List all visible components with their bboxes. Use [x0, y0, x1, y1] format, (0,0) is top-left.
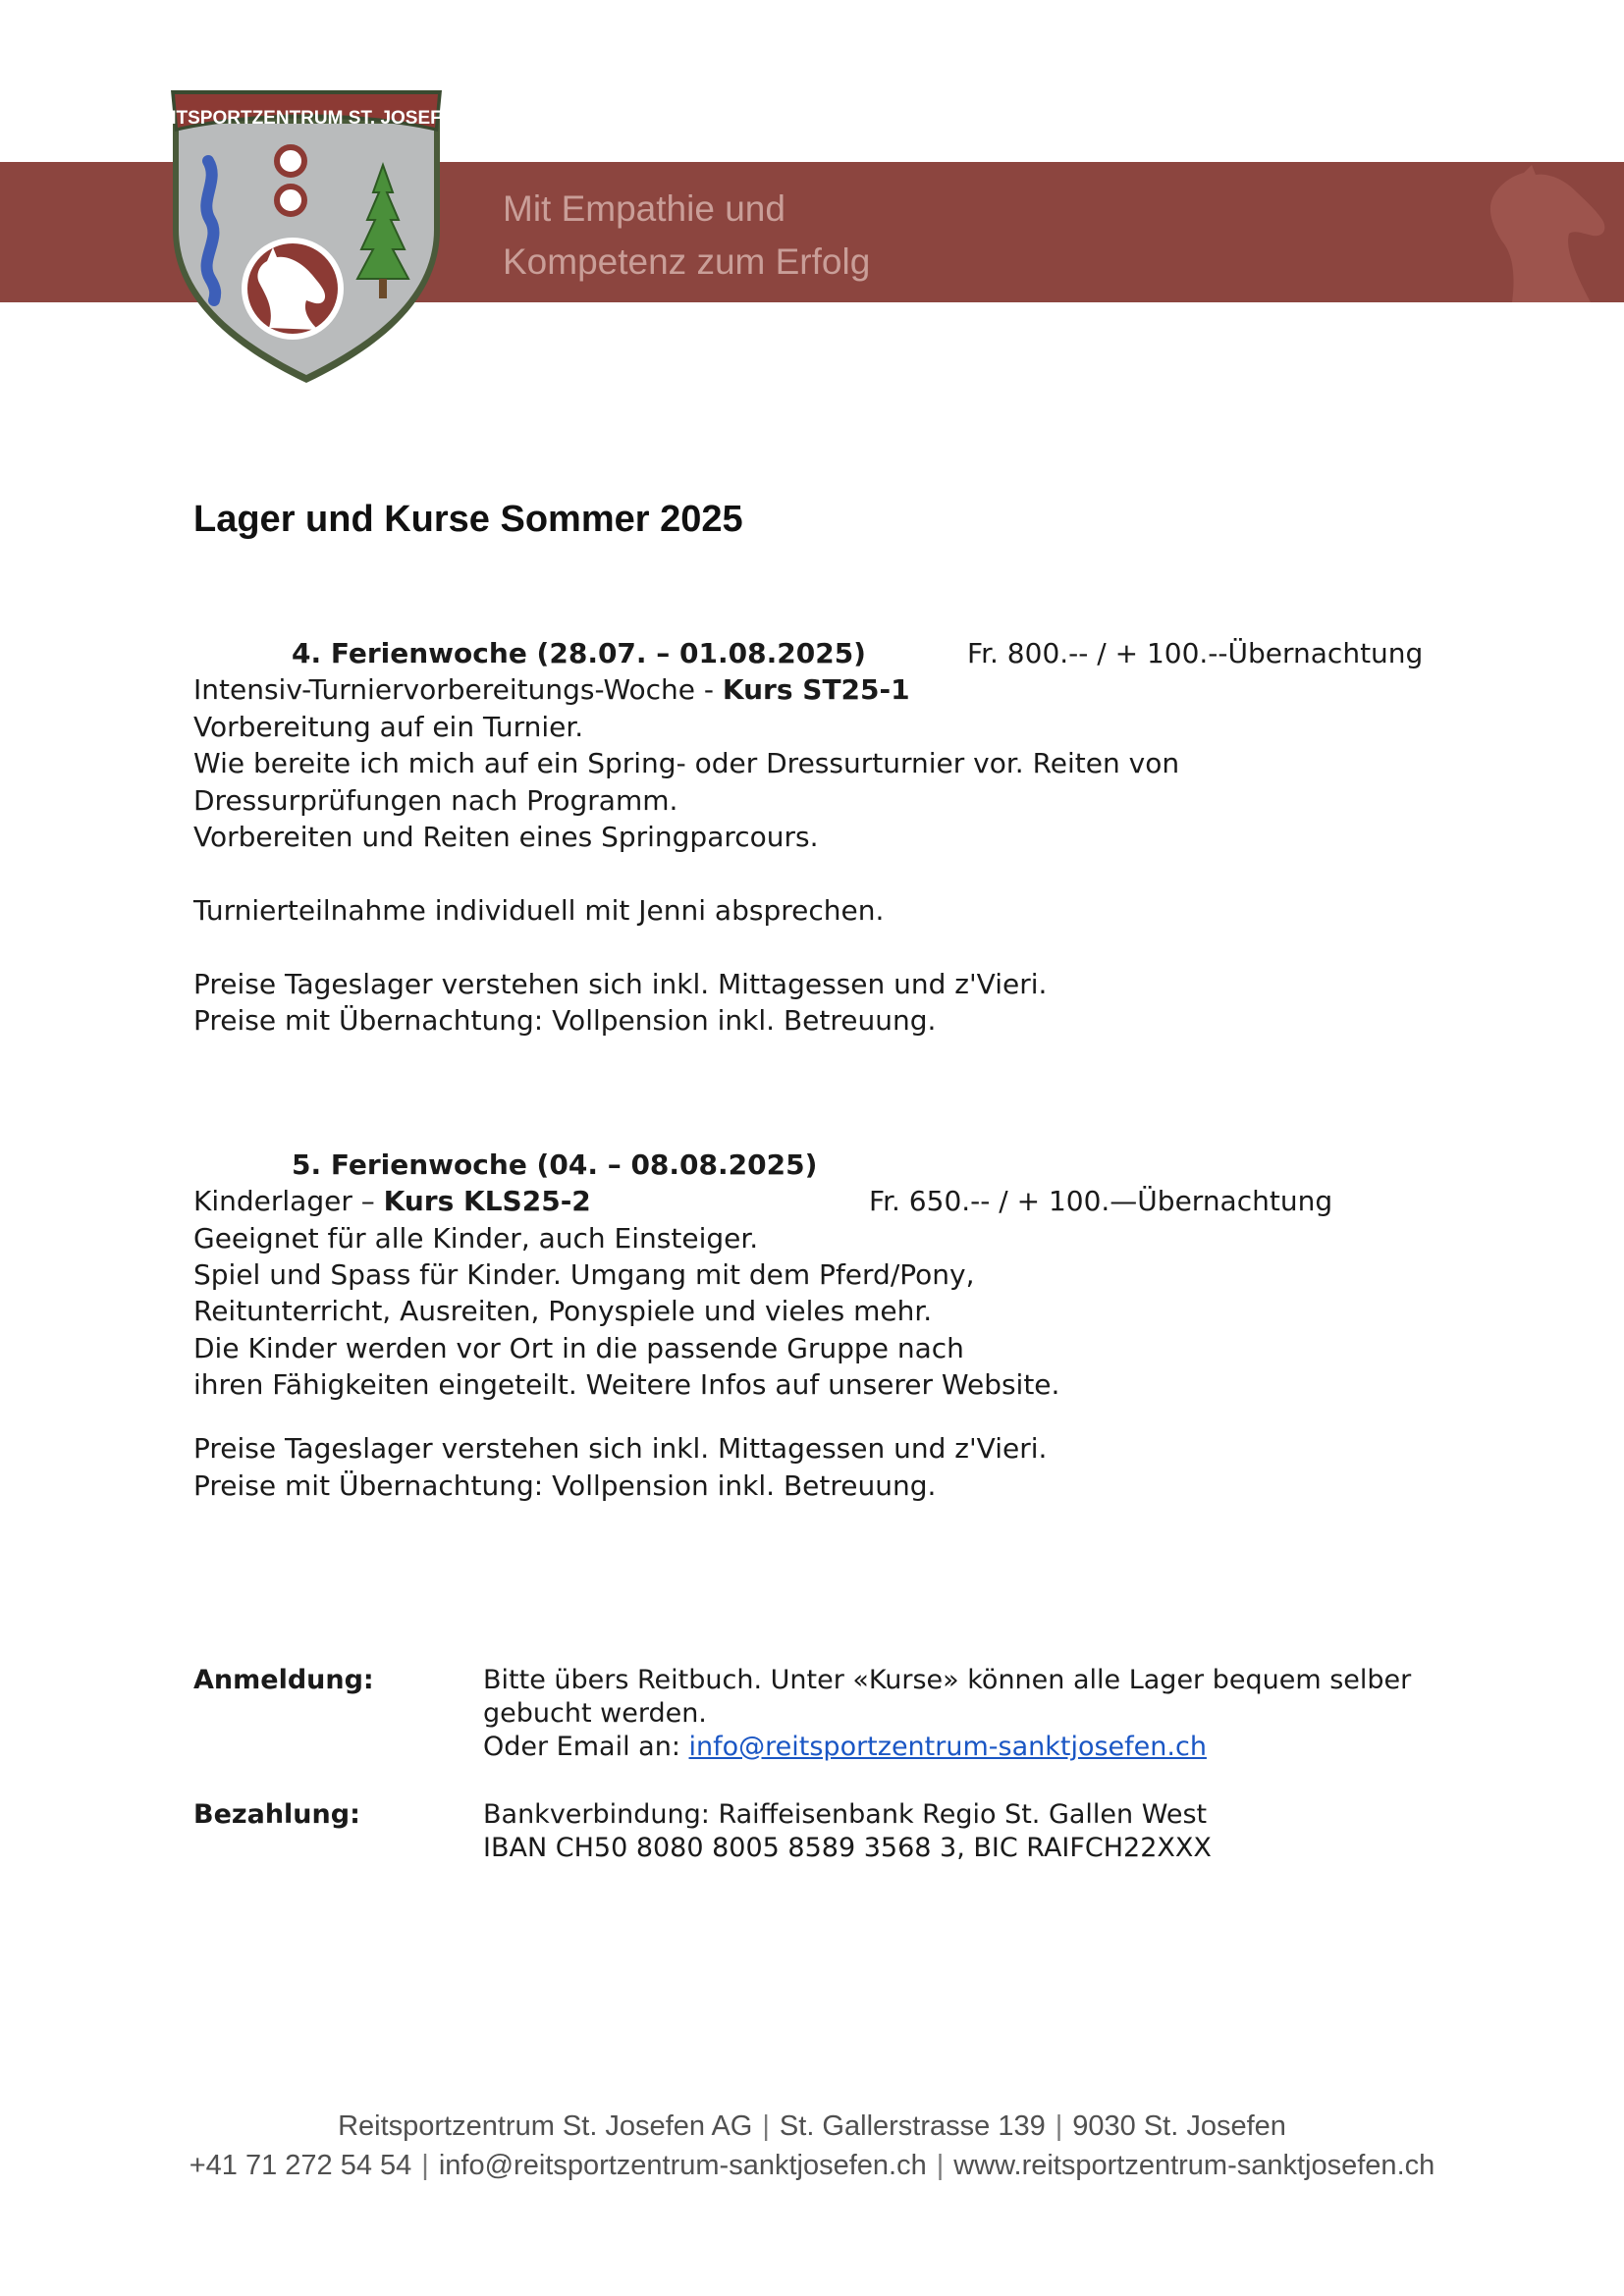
page-title: Lager und Kurse Sommer 2025 [193, 499, 743, 540]
week5-course-code: Kurs KLS25-2 [383, 1185, 591, 1217]
week5-prices-note: Preise Tageslager verstehen sich inkl. Mittagessen und z'Vieri. [193, 1432, 1048, 1465]
registration-email-line [483, 1731, 1207, 1764]
week5-line: Spiel und Spass für Kinder. Umgang mit dem Pferd/Pony, [193, 1258, 975, 1291]
payment-line: Bankverbindung: Raiffeisenbank Regio St. Gallen West [483, 1799, 1208, 1830]
tagline-line-1: Mit Empathie und [503, 188, 785, 229]
week5-course-line [193, 1183, 591, 1219]
registration-line: gebucht werden. [483, 1698, 707, 1729]
footer-city: 9030 St. Josefen [1072, 2110, 1286, 2142]
week4-line: Wie bereite ich mich auf ein Spring- oder Dressurturnier vor. Reiten von [193, 747, 1180, 779]
payment-line: IBAN CH50 8080 8005 8589 3568 3, BIC RAIFCH22XXX [483, 1833, 1212, 1863]
week5-heading: 5. Ferienwoche (04. – 08.08.2025) [292, 1148, 818, 1181]
registration-line: Bitte übers Reitbuch. Unter «Kurse» können alle Lager bequem selber [483, 1665, 1412, 1695]
week5-prices-note: Preise mit Übernachtung: Vollpension inkl. Betreuung. [193, 1469, 937, 1502]
footer-phone[interactable]: +41 71 272 54 54 [189, 2150, 412, 2181]
footer-separator: | [762, 2110, 770, 2142]
footer-separator: | [936, 2150, 945, 2181]
week5-line: Geeignet für alle Kinder, auch Einsteiger. [193, 1222, 759, 1255]
week5-line: Reitunterricht, Ausreiten, Ponyspiele und vieles mehr. [193, 1295, 933, 1327]
footer-separator: | [1055, 2110, 1063, 2142]
week4-heading: 4. Ferienwoche (28.07. – 01.08.2025) [292, 637, 866, 669]
registration-email-link[interactable]: info@reitsportzentrum-sanktjosefen.ch [688, 1732, 1207, 1762]
payment-label: Bezahlung: [193, 1799, 360, 1830]
week5-line: ihren Fähigkeiten eingeteilt. Weitere Infos auf unserer Website. [193, 1368, 1060, 1401]
week4-course-code: Kurs ST25-1 [722, 673, 910, 706]
tagline-line-2: Kompetenz zum Erfolg [503, 241, 871, 282]
footer-separator: | [421, 2150, 429, 2181]
week4-course-line [193, 671, 910, 708]
week5-course-prefix: Kinderlager – [193, 1185, 384, 1217]
week4-line: Dressurprüfungen nach Programm. [193, 784, 678, 817]
week4-line: Vorbereitung auf ein Turnier. [193, 711, 584, 743]
week5-price: Fr. 650.-- / + 100.—Übernachtung [869, 1185, 1333, 1217]
footer-website[interactable]: www.reitsportzentrum-sanktjosefen.ch [953, 2150, 1435, 2181]
svg-text:REITSPORTZENTRUM ST. JOSEFEN: REITSPORTZENTRUM ST. JOSEFEN [144, 108, 468, 129]
registration-label: Anmeldung: [193, 1665, 374, 1695]
club-crest-logo [144, 82, 468, 387]
footer-address [0, 2110, 1624, 2143]
footer-street: St. Gallerstrasse 139 [779, 2110, 1046, 2142]
footer-email[interactable]: info@reitsportzentrum-sanktjosefen.ch [438, 2150, 927, 2181]
footer-contact [0, 2150, 1624, 2182]
week4-price: Fr. 800.-- / + 100.--Übernachtung [967, 637, 1424, 669]
week5-line: Die Kinder werden vor Ort in die passende Gruppe nach [193, 1332, 964, 1364]
week4-line: Vorbereiten und Reiten eines Springparcours. [193, 821, 819, 853]
week4-course-prefix: Intensiv-Turniervorbereitungs-Woche - [193, 673, 723, 706]
registration-email-prefix: Oder Email an: [483, 1732, 689, 1762]
tagline [503, 183, 870, 289]
week4-prices-note: Preise mit Übernachtung: Vollpension inkl. Betreuung. [193, 1004, 937, 1037]
week4-prices-note: Preise Tageslager verstehen sich inkl. Mittagessen und z'Vieri. [193, 968, 1048, 1000]
week4-note: Turnierteilnahme individuell mit Jenni absprechen. [193, 894, 885, 927]
horse-head-watermark-icon [1473, 165, 1624, 302]
footer-company: Reitsportzentrum St. Josefen AG [338, 2110, 753, 2142]
